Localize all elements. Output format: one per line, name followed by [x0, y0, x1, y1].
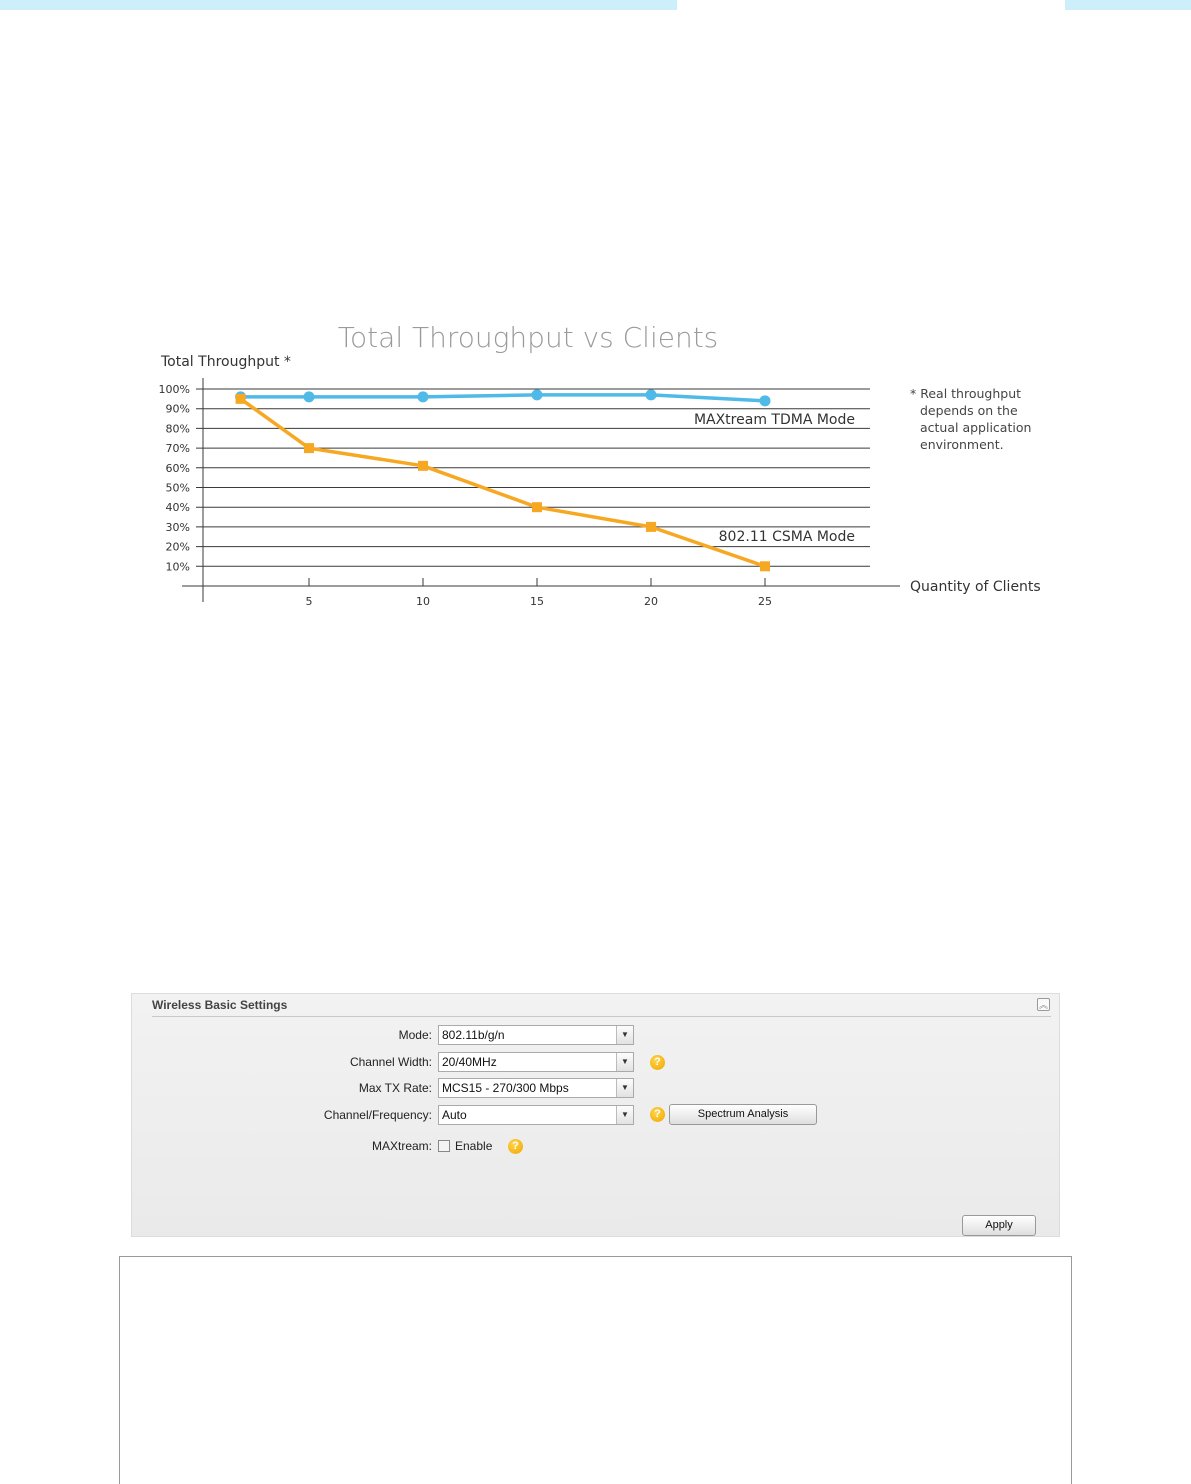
- chevron-down-icon[interactable]: ▼: [616, 1106, 633, 1124]
- channel-frequency-select[interactable]: [438, 1105, 634, 1125]
- y-axis-label: Total Throughput *: [161, 354, 291, 370]
- data-point-csma: [532, 502, 542, 512]
- y-tick-label: 30%: [165, 520, 190, 534]
- spectrum-analysis-button[interactable]: Spectrum Analysis: [669, 1104, 817, 1125]
- mode-value: 802.11b/g/n: [442, 1028, 505, 1042]
- data-point-csma: [418, 461, 428, 471]
- chevron-down-icon[interactable]: ▼: [616, 1079, 633, 1097]
- series-label-csma: 802.11 CSMA Mode: [718, 529, 855, 545]
- panel-title: Wireless Basic Settings: [152, 998, 288, 1012]
- note-line-4: environment.: [920, 437, 1004, 452]
- max-tx-rate-value: MCS15 - 270/300 Mbps: [442, 1081, 569, 1095]
- data-point-tdma: [418, 391, 429, 402]
- data-point-csma: [236, 394, 246, 404]
- data-point-csma: [760, 561, 770, 571]
- y-tick-label: 10%: [165, 560, 190, 574]
- max-tx-rate-select[interactable]: [438, 1078, 634, 1098]
- collapse-icon[interactable]: ︽: [1038, 1000, 1048, 1010]
- top-band-left: [0, 0, 677, 10]
- throughput-chart: [0, 300, 1191, 620]
- y-tick-label: 40%: [165, 501, 190, 515]
- help-icon[interactable]: ?: [650, 1055, 665, 1070]
- y-tick-label: 60%: [165, 461, 190, 475]
- y-tick-label: 70%: [165, 442, 190, 456]
- note-line-3: actual application: [920, 420, 1032, 435]
- y-tick-label: 90%: [165, 402, 190, 416]
- y-tick-label: 80%: [165, 422, 190, 436]
- data-point-tdma: [646, 389, 657, 400]
- chevron-down-icon[interactable]: ▼: [616, 1053, 633, 1071]
- series-label-tdma: MAXtream TDMA Mode: [693, 412, 855, 428]
- help-icon[interactable]: ?: [508, 1139, 523, 1154]
- channel-frequency-label: Channel/Frequency:: [323, 1108, 432, 1122]
- note-line-2: depends on the: [920, 403, 1018, 418]
- max-tx-rate-label: Max TX Rate:: [358, 1081, 432, 1095]
- x-tick-label: 5: [305, 595, 313, 608]
- panel-divider: [152, 1016, 1051, 1017]
- chart-title: Total Throughput vs Clients: [337, 321, 719, 354]
- maxtream-label: MAXtream:: [371, 1139, 432, 1153]
- series-line-csma: [241, 399, 765, 567]
- mode-select[interactable]: [438, 1025, 634, 1045]
- empty-content-box: [119, 1256, 1072, 1484]
- data-point-tdma: [304, 391, 315, 402]
- x-axis-label: Quantity of Clients: [910, 579, 1041, 595]
- chevron-down-icon[interactable]: ▼: [616, 1026, 633, 1044]
- mode-label: Mode:: [398, 1028, 432, 1042]
- x-tick-label: 15: [530, 595, 544, 608]
- x-tick-label: 10: [416, 595, 430, 608]
- x-tick-label: 20: [644, 595, 658, 608]
- apply-button[interactable]: Apply: [962, 1215, 1036, 1236]
- channel-frequency-value: Auto: [442, 1108, 467, 1122]
- data-point-tdma: [532, 389, 543, 400]
- x-tick-label: 25: [758, 595, 772, 608]
- channel-width-value: 20/40MHz: [442, 1055, 497, 1069]
- wireless-basic-settings-panel: [131, 993, 1060, 1237]
- top-band-right: [1065, 0, 1191, 10]
- channel-width-select[interactable]: [438, 1052, 634, 1072]
- y-tick-label: 100%: [158, 383, 190, 396]
- y-tick-label: 20%: [165, 540, 190, 554]
- note-line-1: * Real throughput: [910, 386, 1022, 401]
- data-point-csma: [304, 443, 314, 453]
- help-icon[interactable]: ?: [650, 1107, 665, 1122]
- y-tick-label: 50%: [165, 481, 190, 495]
- data-point-tdma: [760, 395, 771, 406]
- channel-width-label: Channel Width:: [349, 1055, 432, 1069]
- maxtream-enable-label: Enable: [455, 1139, 493, 1153]
- maxtream-enable-checkbox[interactable]: [438, 1140, 450, 1152]
- series-line-tdma: [241, 395, 765, 401]
- data-point-csma: [646, 522, 656, 532]
